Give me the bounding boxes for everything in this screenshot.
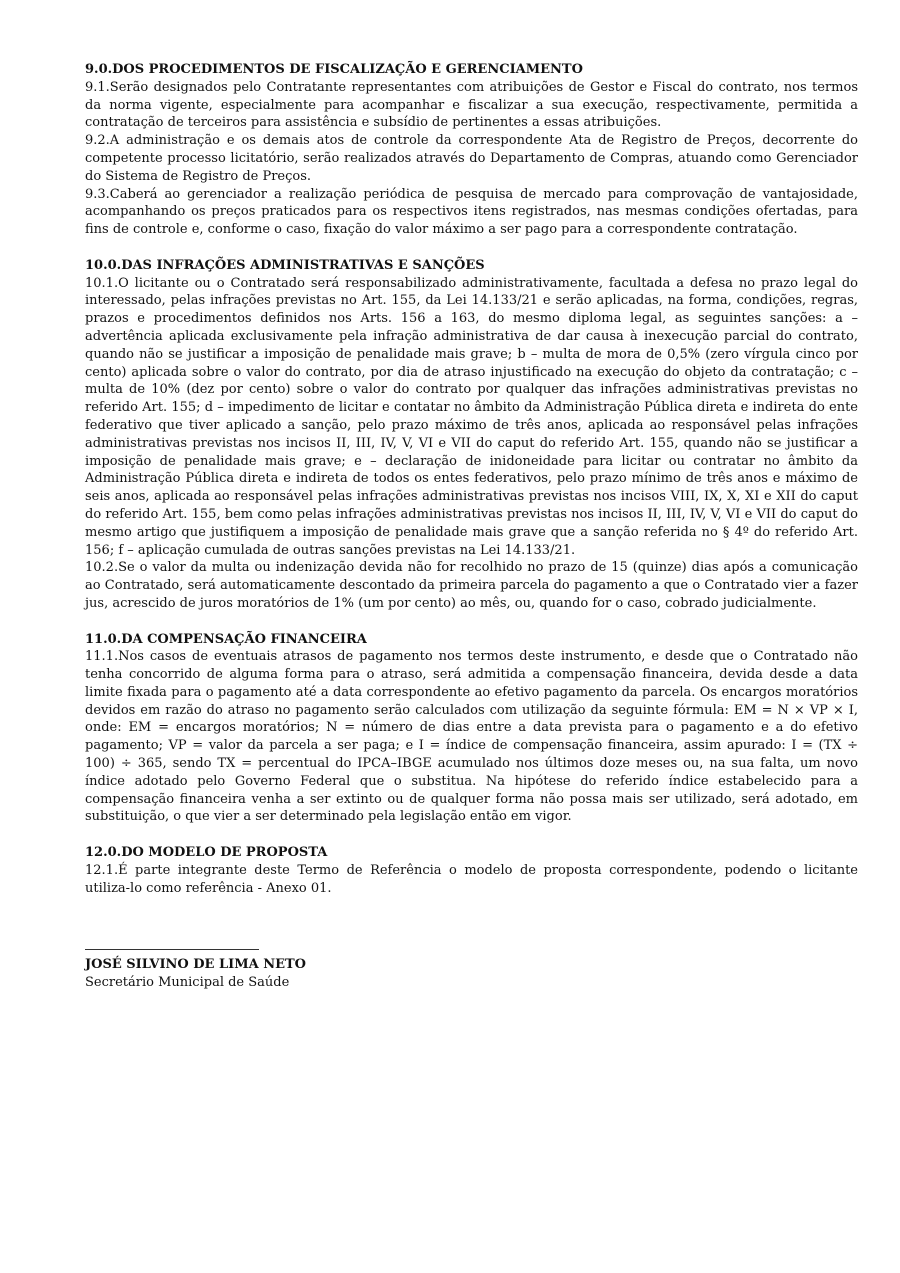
document-page [85,61,858,992]
paragraph: 11.1.Nos casos de eventuais atrasos de pagamento nos termos deste instrumento, e desde que o Contratado não tenha concorrido de alguma forma para o atraso, será admitida a compensação financeira, devida desde a data limite fixada para o pagamento até a data correspondente ao efetivo pagamento da parcela. Os encargos moratórios devidos em razão do atraso no pagamento serão calculados com utilização da seguinte fórmula: EM = N × VP × I, onde: EM = encargos moratórios; N = número de dias entre a data prevista para o pagamento e a do efetivo pagamento; VP = valor da parcela a ser paga; e I = índice de compensação financeira, assim apurado: I = (TX ÷ 100) ÷ 365, sendo TX = percentual do IPCA–IBGE acumulado nos últimos doze meses ou, na sua falta, um novo índice adotado pelo Governo Federal que o substitua. Na hipótese do referido índice estabelecido para a compensação financeira venha a ser extinto ou de qualquer forma não possa mais ser utilizado, será adotado, em substituição, o que vier a ser determinado pela legislação então em vigor. [85,649,858,825]
signature-line [85,949,259,950]
section-heading: 10.0.DAS INFRAÇÕES ADMINISTRATIVAS E SANÇÕES [85,257,485,273]
signature-block [85,949,858,992]
section-modelo-proposta [85,844,858,897]
paragraph: 12.1.É parte integrante deste Termo de Referência o modelo de proposta correspondente, podendo o licitante utiliza-lo como referência - Anexo 01. [85,862,858,896]
paragraph: 9.3.Caberá ao gerenciador a realização periódica de pesquisa de mercado para comprovação de vantajosidade, acompanhando os preços praticados para os respectivos itens registrados, nas mesmas condições ofertadas, para fins de controle e, conforme o caso, fixação do valor máximo a ser pago para a correspondente contratação. [85,186,858,238]
signatory-name: JOSÉ SILVINO DE LIMA NETO [85,957,306,973]
paragraph: 9.2.A administração e os demais atos de controle da correspondente Ata de Registro de Preços, decorrente do competente processo licitatório, serão realizados através do Departamento de Compras, atuando como Gerenciador do Sistema de Registro de Preços. [85,133,858,184]
section-heading: 9.0.DOS PROCEDIMENTOS DE FISCALIZAÇÃO E GERENCIAMENTO [85,62,583,77]
paragraph: 9.1.Serão designados pelo Contratante representantes com atribuições de Gestor e Fiscal do contrato, nos termos da norma vigente, especialmente para acompanhar e fiscalizar a sua execução, respectivamente, permitida a contratação de terceiros para assistência e subsídio de pertinentes a essas atribuições. [85,79,858,131]
signatory-role: Secretário Municipal de Saúde [85,975,290,991]
section-heading: 11.0.DA COMPENSAÇÃO FINANCEIRA [85,631,367,647]
section-compensacao [85,631,858,827]
section-infracoes [85,257,858,613]
paragraph: 10.2.Se o valor da multa ou indenização devida não for recolhido no prazo de 15 (quinze) dias após a comunicação ao Contratado, será automaticamente descontado da primeira parcela do pagamento a que o Contratado vier a fazer jus, acrescido de juros moratórios de 1% (um por cento) ao mês, ou, quando for o caso, cobrado judicialmente. [85,560,858,611]
paragraph: 10.1.O licitante ou o Contratado será responsabilizado administrativamente, facultada a defesa no prazo legal do interessado, pelas infrações previstas no Art. 155, da Lei 14.133/21 e serão aplicadas, na forma, condições, regras, prazos e procedimentos definidos nos Arts. 156 a 163, do mesmo diploma legal, as seguintes sanções: a – advertência aplicada exclusivamente pela infração administrativa de dar causa à inexecução parcial do contrato, quando não se justificar a imposição de penalidade mais grave; b – multa de mora de 0,5% (zero vírgula cinco por cento) aplicada sobre o valor do contrato, por dia de atraso injustificado na execução do objeto da contratação; c – multa de 10% (dez por cento) sobre o valor do contrato por qualquer das infrações administrativas previstas no referido Art. 155; d – impedimento de licitar e contatar no âmbito da Administração Pública direta e indireta do ente federativo que tiver aplicado a sanção, pelo prazo máximo de três anos, aplicada ao responsável pelas infrações administrativas previstas nos incisos II, III, IV, V, VI e VII do caput do referido Art. 155, quando não se justificar a imposição de penalidade mais grave; e – declaração de inidoneidade para licitar ou contratar no âmbito da Administração Pública direta e indireta de todos os entes federativos, pelo prazo mínimo de três anos e máximo de seis anos, aplicada ao responsável pelas infrações administrativas previstas nos incisos VIII, IX, X, XI e XII do caput do referido Art. 155, bem como pelas infrações administrativas previstas nos incisos II, III, IV, V, VI e VII do caput do mesmo artigo que justifiquem a imposição de penalidade mais grave que a sanção referida no § 4º do referido Art. 156; f – aplicação cumulada de outras sanções previstas na Lei 14.133/21. [85,275,858,558]
section-fiscalizacao [85,61,858,239]
section-heading: 12.0.DO MODELO DE PROPOSTA [85,845,328,861]
